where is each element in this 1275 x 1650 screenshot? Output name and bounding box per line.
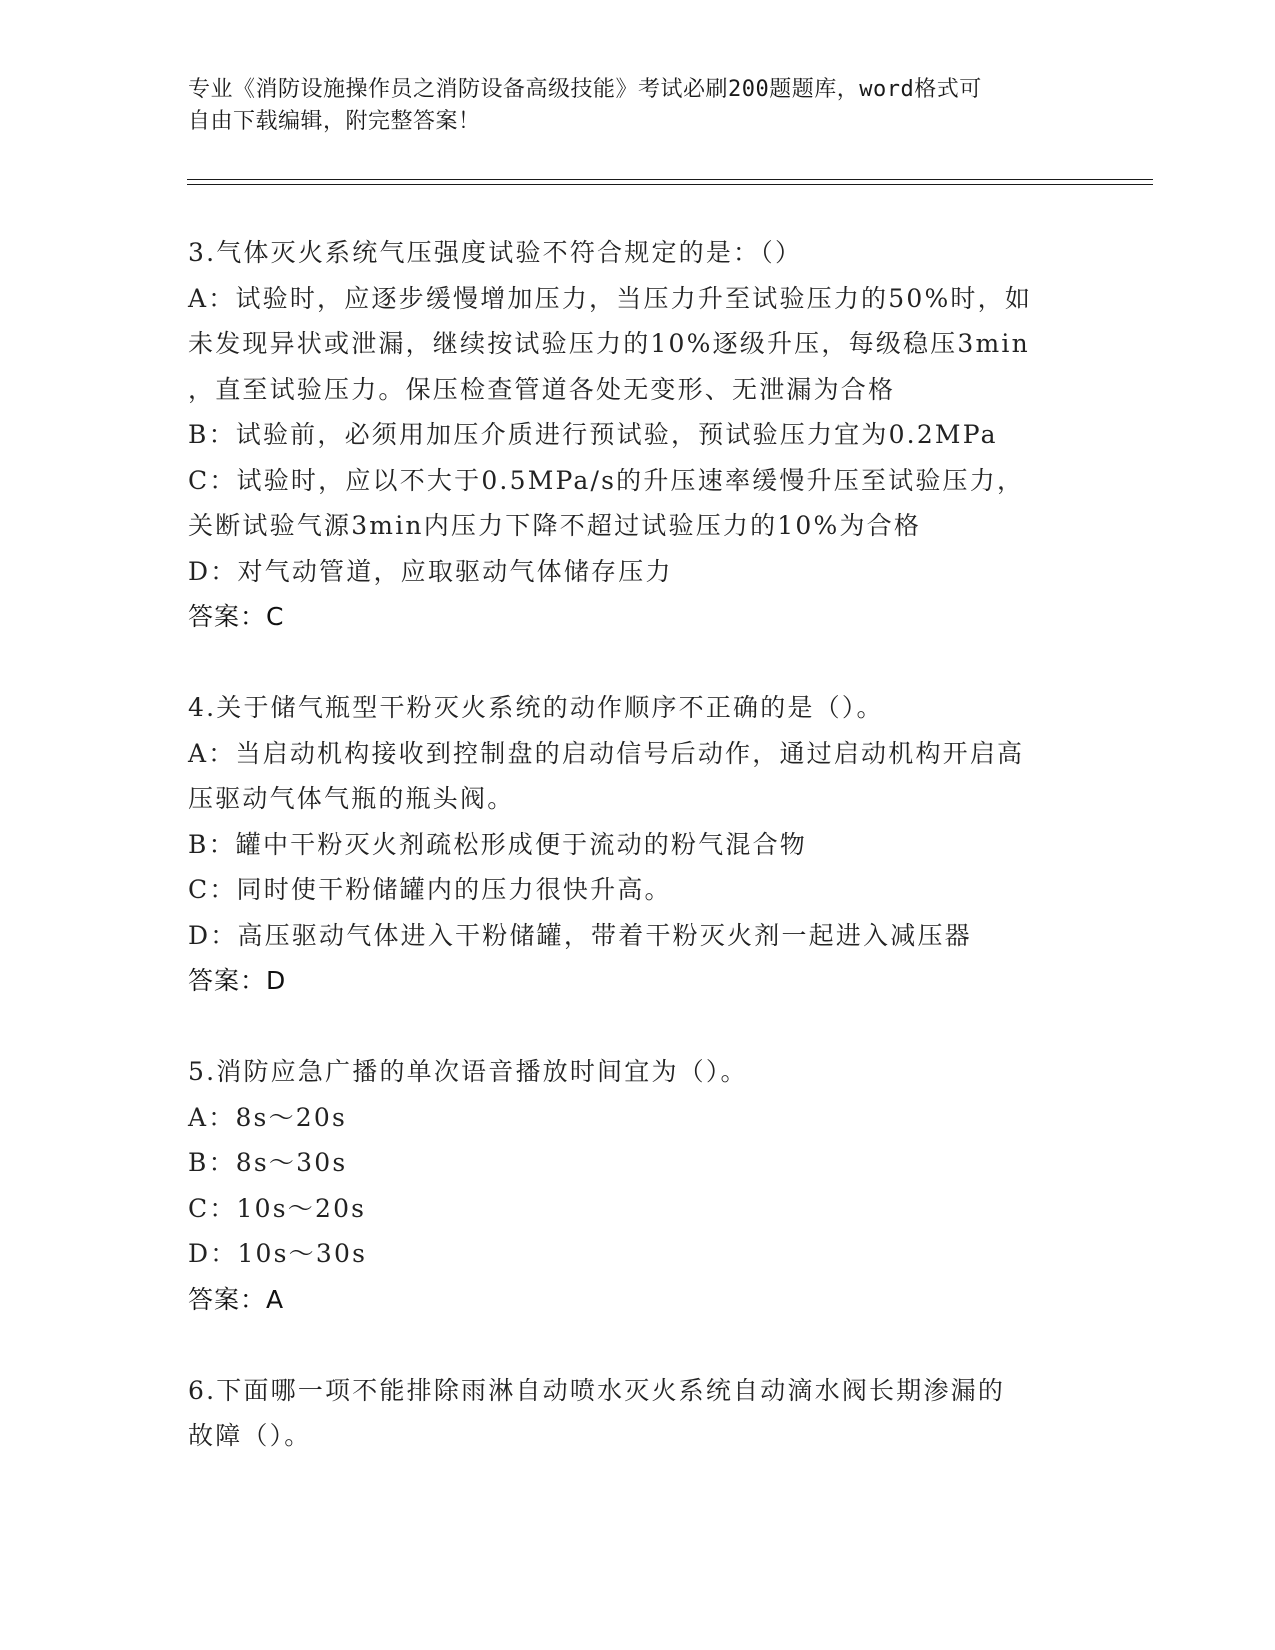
question-3-option-d: D：对气动管道，应取驱动气体储存压力 — [188, 556, 673, 586]
header-line-1: 专业《消防设施操作员之消防设备高级技能》考试必刷200题题库，word格式可 — [188, 77, 982, 102]
question-5-option-d: D：10s～30s — [188, 1239, 368, 1268]
question-3-option-a-line-2: 未发现异状或泄漏，继续按试验压力的10%逐级升压，每级稳压3min — [188, 329, 1030, 358]
question-3-option-c-line-2: 关断试验气源3min内压力下降不超过试验压力的10%为合格 — [188, 511, 922, 540]
question-4-option-c: C：同时使干粉储罐内的压力很快升高。 — [188, 875, 672, 904]
question-5-option-c: C：10s～20s — [188, 1193, 367, 1223]
question-3-option-b: B：试验前，必须用加压介质进行预试验，预试验压力宜为0.2MPa — [188, 420, 998, 449]
header-divider-bottom — [187, 184, 1153, 185]
question-4-answer: 答案：D — [188, 966, 287, 995]
question-3-option-c-line-1: C：试验时，应以不大于0.5MPa/s的升压速率缓慢升压至试验压力， — [188, 465, 1025, 495]
question-3-option-a-line-3: ，直至试验压力。保压检查管道各处无变形、无泄漏为合格 — [188, 374, 896, 404]
question-5-option-b: B：8s～30s — [188, 1148, 348, 1177]
question-6 — [188, 1368, 1088, 1459]
question-4 — [188, 685, 1088, 1004]
question-5-option-a: A：8s～20s — [188, 1102, 348, 1132]
question-3-stem: 3.气体灭火系统气压强度试验不符合规定的是：（） — [188, 238, 803, 267]
header-line-2: 自由下载编辑，附完整答案！ — [188, 109, 481, 134]
question-4-stem: 4.关于储气瓶型干粉灭火系统的动作顺序不正确的是（）。 — [188, 693, 884, 722]
question-4-option-a-line-1: A：当启动机构接收到控制盘的启动信号后动作，通过启动机构开启高 — [188, 738, 1025, 768]
document-header — [188, 74, 1068, 138]
question-3-answer: 答案：C — [188, 602, 285, 631]
question-5-stem: 5.消防应急广播的单次语音播放时间宜为（）。 — [188, 1057, 748, 1086]
question-4-option-b: B：罐中干粉灭火剂疏松形成便于流动的粉气混合物 — [188, 829, 807, 859]
question-3 — [188, 230, 1088, 640]
question-6-stem-line-1: 6.下面哪一项不能排除雨淋自动喷水灭火系统自动滴水阀长期渗漏的 — [188, 1375, 1006, 1405]
header-divider-top — [187, 179, 1153, 180]
question-list — [188, 230, 1088, 1459]
question-6-stem-line-2: 故障（）。 — [188, 1421, 312, 1450]
question-4-option-a-line-2: 压驱动气体气瓶的瓶头阀。 — [188, 784, 515, 813]
question-5 — [188, 1049, 1088, 1322]
question-3-option-a-line-1: A：试验时，应逐步缓慢增加压力，当压力升至试验压力的50%时，如 — [188, 283, 1033, 313]
question-5-answer: 答案：A — [188, 1284, 285, 1314]
question-4-option-d: D：高压驱动气体进入干粉储罐，带着干粉灭火剂一起进入减压器 — [188, 920, 972, 950]
